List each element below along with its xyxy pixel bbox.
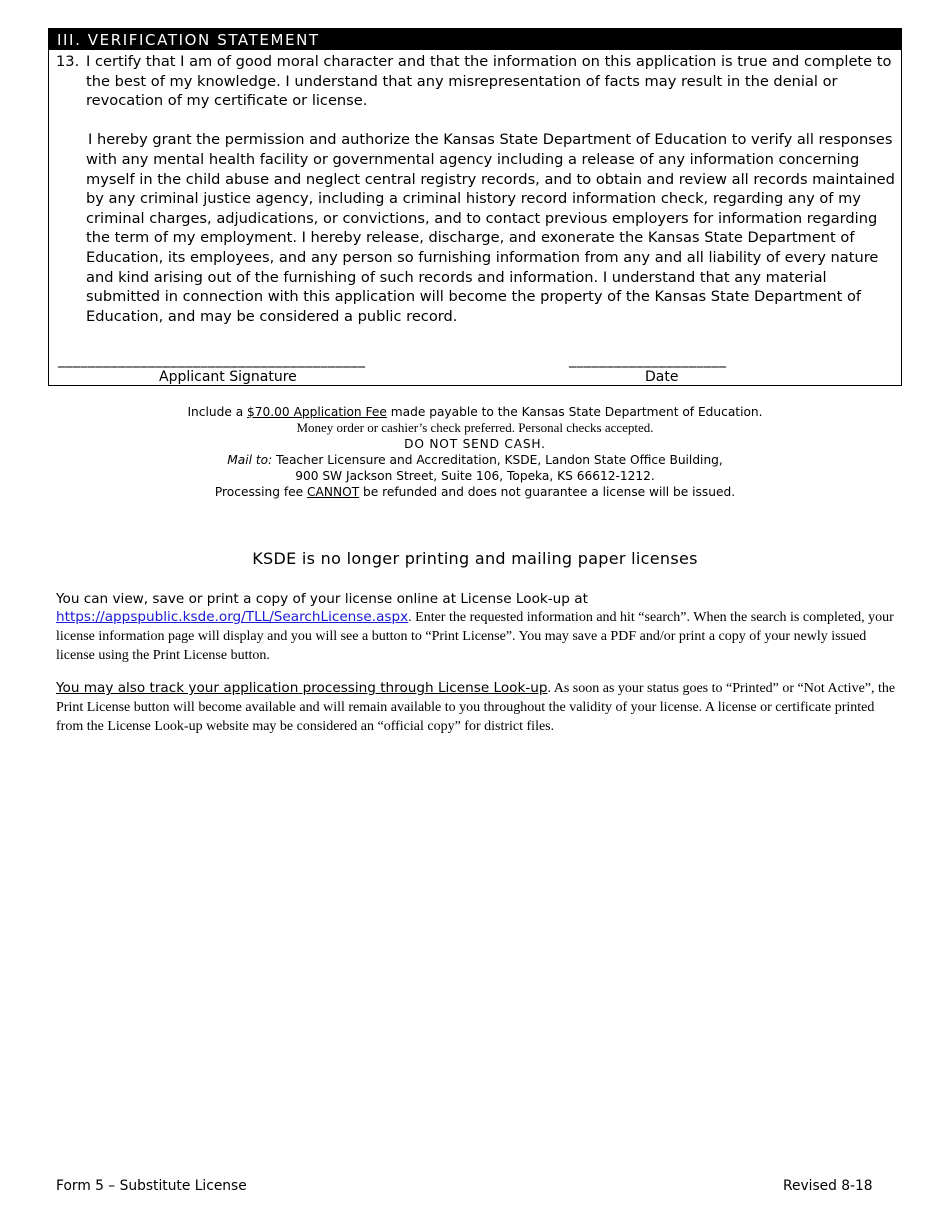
date-label: Date [645,369,679,385]
fee-line-2: Money order or cashier’s check preferred. Personal checks accepted. [296,420,654,435]
certification-paragraph: I certify that I am of good moral character and that the information on this application is true and complete to the best of my knowledge. I understand that any misrepresentation of facts may result in the denial or revocation of my certificate or license. [86,53,892,110]
signature-label: Applicant Signature [159,369,297,385]
fee-line-6: Processing fee CANNOT be refunded and does not guarantee a license will be issued. [214,485,736,499]
authorization-paragraph: I hereby grant the permission and authorize the Kansas State Department of Education to verify all responses with any mental health facility or governmental agency including a release of any information concerning myself in the child abuse and neglect central registry records, and to obtain and review all records maintained by any criminal justice agency, including a criminal history record information check, regarding any of my criminal charges, adjudications, or convictions, and to contact previous employers for information regarding the term of my employment. I hereby release, discharge, and exonerate the Kansas State Department of Education, its employees, and any person so furnishing information from any and all liability of every nature and kind arising out of the furnishing of such records and information. I understand that any material submitted in connection with this application will become the property of the Kansas State Department of Education, and may be considered a public record. [86,131,895,325]
verification-statement-box [48,28,902,386]
cannot-text: CANNOT [307,485,360,499]
tracking-paragraph: You may also track your application processing through License Look-up. As soon as your status goes to “Printed” or “Not Active”, the Print License button will become available and will remain available to you throughout the validity of your license. A license or certificate printed from the License Look-up website may be considered an “official copy” for district files. [56,680,896,734]
license-lookup-link[interactable]: https://appspublic.ksde.org/TLL/SearchLicense.aspx [56,609,409,625]
fee-amount: $70.00 Application Fee [247,405,387,419]
item-13 [56,52,896,326]
signature-line[interactable]: _________________________________________ [58,352,366,368]
revised-date: Revised 8-18 [783,1178,873,1194]
form-name: Form 5 – Substitute License [56,1178,247,1194]
notice-title: KSDE is no longer printing and mailing paper licenses [252,549,698,568]
fee-line-3: DO NOT SEND CASH. [404,437,546,451]
mail-to-line: Mail to: Teacher Licensure and Accreditation, KSDE, Landon State Office Building, [227,453,723,467]
item-number: 13. [56,53,80,70]
tracking-underlined: You may also track your application processing through License Look-up [56,680,548,696]
mail-label: Mail to: [227,453,273,467]
mail-address-line: 900 SW Jackson Street, Suite 106, Topeka, KS 66612-1212. [295,469,655,483]
date-line[interactable]: _____________________ [569,352,727,368]
fee-line-1: Include a $70.00 Application Fee made payable to the Kansas State Department of Education. [187,405,763,419]
section-header: III. VERIFICATION STATEMENT [49,29,901,50]
fee-instructions [0,404,950,500]
license-lookup-paragraph: You can view, save or print a copy of your license online at License Look-up at https://appspublic.ksde.org/TLL/SearchLicense.aspx. Enter the requested information and hit “search”. When the search is completed, your license information page will display and you will see a button to “Print License”. You may save a PDF and/or print a copy of your newly issued license using the Print License button. [56,591,894,663]
